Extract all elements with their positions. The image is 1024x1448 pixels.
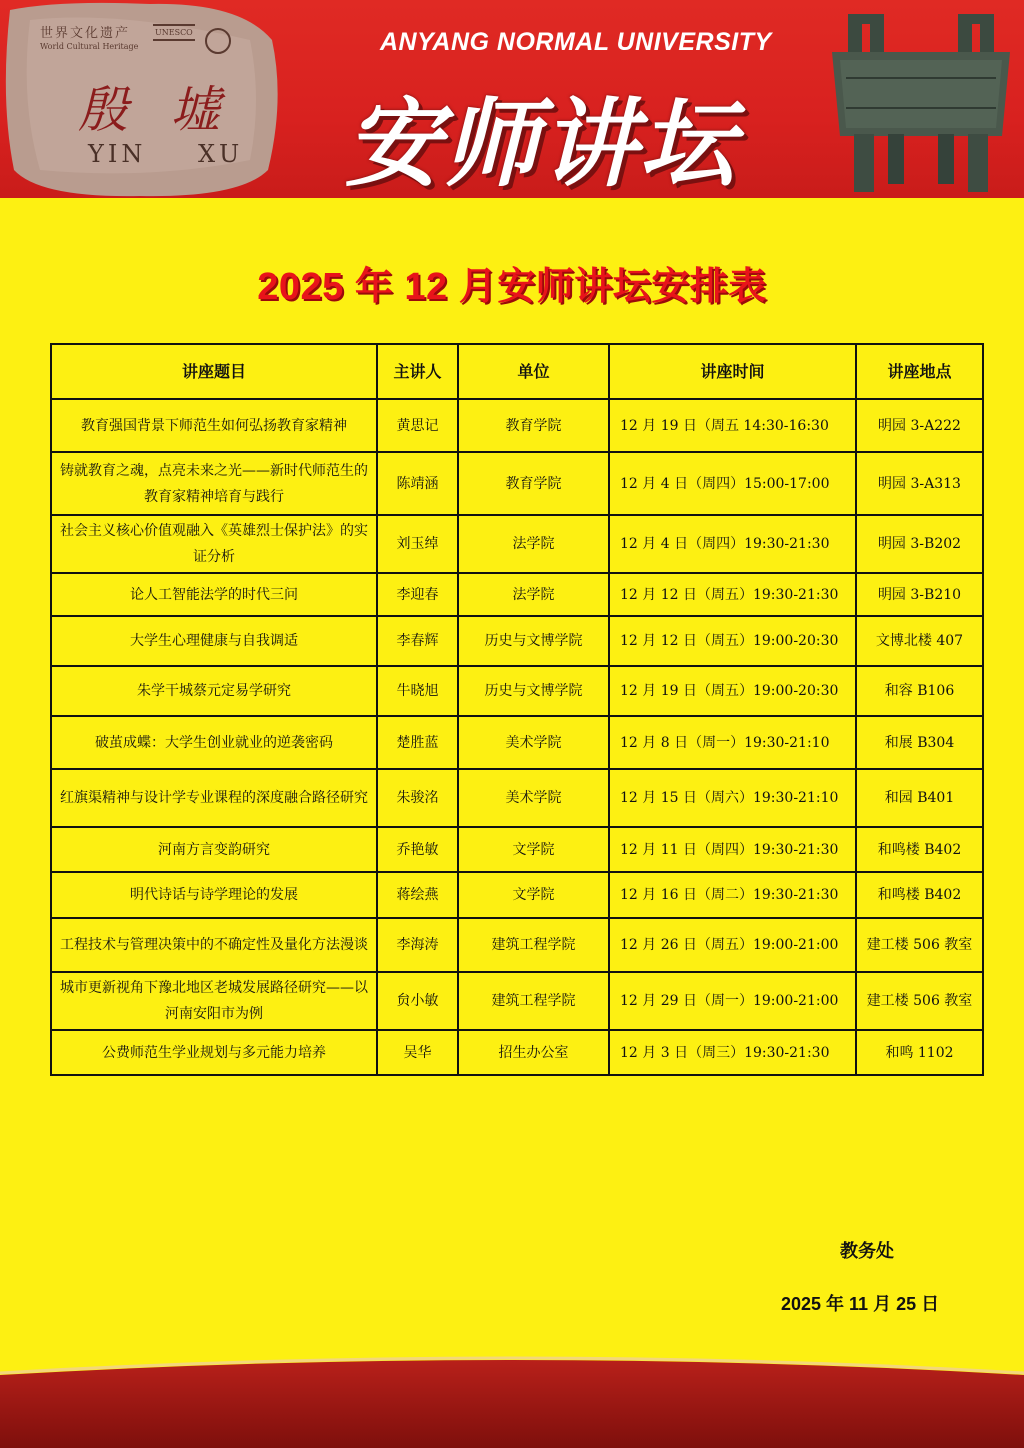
place-cell: 文博北楼 407 xyxy=(856,616,983,666)
lecture-topic-cell: 教育强国背景下师范生如何弘扬教育家精神 xyxy=(51,399,377,452)
unit-cell: 建筑工程学院 xyxy=(458,918,609,972)
table-row xyxy=(51,1030,983,1075)
header-topic: 讲座题目 xyxy=(51,344,377,399)
issuing-office: 教务处 xyxy=(840,1241,894,1262)
table-row xyxy=(51,399,983,452)
unit-cell: 建筑工程学院 xyxy=(458,972,609,1030)
footer-decoration-band xyxy=(0,1355,1024,1448)
place-cell: 建工楼 506 教室 xyxy=(856,918,983,972)
yinxu-cn-text: 殷墟 xyxy=(78,81,262,139)
unit-cell: 文学院 xyxy=(458,872,609,918)
lecture-topic-cell: 社会主义核心价值观融入《英雄烈士保护法》的实证分析 xyxy=(51,515,377,573)
heritage-emblem-icon xyxy=(205,28,231,54)
speaker-cell: 吴华 xyxy=(377,1030,458,1075)
lecture-topic-cell: 朱学干城蔡元定易学研究 xyxy=(51,666,377,716)
yinxu-pinyin-text: YIN XU xyxy=(88,140,244,168)
unit-cell: 美术学院 xyxy=(458,769,609,827)
table-row xyxy=(51,918,983,972)
forum-logo-title: 安师讲坛 xyxy=(345,88,737,198)
table-row xyxy=(51,573,983,616)
lecture-topic-cell: 铸就教育之魂，点亮未来之光——新时代师范生的教育家精神培育与践行 xyxy=(51,452,377,515)
table-row xyxy=(51,827,983,872)
unit-cell: 历史与文博学院 xyxy=(458,616,609,666)
header-speaker: 主讲人 xyxy=(377,344,458,399)
lecture-topic-cell: 破茧成蝶：大学生创业就业的逆袭密码 xyxy=(51,716,377,769)
table-row xyxy=(51,452,983,515)
table-row xyxy=(51,616,983,666)
place-cell: 明园 3-B202 xyxy=(856,515,983,573)
place-cell: 建工楼 506 教室 xyxy=(856,972,983,1030)
unit-cell: 法学院 xyxy=(458,515,609,573)
time-cell: 12 月 12 日（周五）19:00-20:30 xyxy=(609,616,856,666)
issue-date: 2025 年 11 月 25 日 xyxy=(781,1294,940,1314)
time-cell: 12 月 15 日（周六）19:30-21:10 xyxy=(609,769,856,827)
heritage-cn-text: 世界文化遗产 xyxy=(40,26,131,41)
time-cell: 12 月 16 日（周二）19:30-21:30 xyxy=(609,872,856,918)
table-row xyxy=(51,515,983,573)
place-cell: 明园 3-A222 xyxy=(856,399,983,452)
lecture-topic-cell: 大学生心理健康与自我调适 xyxy=(51,616,377,666)
unit-cell: 历史与文博学院 xyxy=(458,666,609,716)
header-banner xyxy=(0,0,1024,198)
schedule-title: 2025 年 12 月安师讲坛安排表 xyxy=(257,266,767,308)
lecture-topic-cell: 公费师范生学业规划与多元能力培养 xyxy=(51,1030,377,1075)
speaker-cell: 蒋绘燕 xyxy=(377,872,458,918)
speaker-cell: 刘玉绰 xyxy=(377,515,458,573)
speaker-cell: 李海涛 xyxy=(377,918,458,972)
speaker-cell: 黄思记 xyxy=(377,399,458,452)
speaker-cell: 贠小敏 xyxy=(377,972,458,1030)
place-cell: 明园 3-A313 xyxy=(856,452,983,515)
place-cell: 和园 B401 xyxy=(856,769,983,827)
lecture-topic-cell: 明代诗话与诗学理论的发展 xyxy=(51,872,377,918)
place-cell: 和鸣楼 B402 xyxy=(856,872,983,918)
lecture-topic-cell: 城市更新视角下豫北地区老城发展路径研究——以河南安阳市为例 xyxy=(51,972,377,1030)
time-cell: 12 月 12 日（周五）19:30-21:30 xyxy=(609,573,856,616)
speaker-cell: 牛晓旭 xyxy=(377,666,458,716)
time-cell: 12 月 3 日（周三）19:30-21:30 xyxy=(609,1030,856,1075)
university-name: ANYANG NORMAL UNIVERSITY xyxy=(380,28,772,56)
speaker-cell: 陈靖涵 xyxy=(377,452,458,515)
time-cell: 12 月 19 日（周五）19:00-20:30 xyxy=(609,666,856,716)
place-cell: 和展 B304 xyxy=(856,716,983,769)
time-cell: 12 月 4 日（周四）19:30-21:30 xyxy=(609,515,856,573)
lecture-topic-cell: 红旗渠精神与设计学专业课程的深度融合路径研究 xyxy=(51,769,377,827)
time-cell: 12 月 8 日（周一）19:30-21:10 xyxy=(609,716,856,769)
table-row xyxy=(51,666,983,716)
table-row xyxy=(51,769,983,827)
lecture-schedule-table xyxy=(50,343,984,1076)
table-row xyxy=(51,972,983,1030)
time-cell: 12 月 4 日（周四）15:00-17:00 xyxy=(609,452,856,515)
table-row xyxy=(51,872,983,918)
unesco-logo: UNESCO xyxy=(153,24,195,41)
lecture-topic-cell: 工程技术与管理决策中的不确定性及量化方法漫谈 xyxy=(51,918,377,972)
time-cell: 12 月 11 日（周四）19:30-21:30 xyxy=(609,827,856,872)
table-header-row xyxy=(51,344,983,399)
unit-cell: 招生办公室 xyxy=(458,1030,609,1075)
bronze-ding-image xyxy=(826,8,1016,198)
unit-cell: 教育学院 xyxy=(458,399,609,452)
speaker-cell: 朱骏洺 xyxy=(377,769,458,827)
time-cell: 12 月 29 日（周一）19:00-21:00 xyxy=(609,972,856,1030)
place-cell: 和鸣楼 B402 xyxy=(856,827,983,872)
speaker-cell: 楚胜蓝 xyxy=(377,716,458,769)
place-cell: 明园 3-B210 xyxy=(856,573,983,616)
time-cell: 12 月 26 日（周五）19:00-21:00 xyxy=(609,918,856,972)
speaker-cell: 乔艳敏 xyxy=(377,827,458,872)
speaker-cell: 李迎春 xyxy=(377,573,458,616)
lecture-topic-cell: 论人工智能法学的时代三问 xyxy=(51,573,377,616)
time-cell: 12 月 19 日（周五 14:30-16:30 xyxy=(609,399,856,452)
header-time: 讲座时间 xyxy=(609,344,856,399)
place-cell: 和鸣 1102 xyxy=(856,1030,983,1075)
unit-cell: 教育学院 xyxy=(458,452,609,515)
place-cell: 和容 B106 xyxy=(856,666,983,716)
lecture-topic-cell: 河南方言变韵研究 xyxy=(51,827,377,872)
heritage-en-text: World Cultural Heritage xyxy=(40,42,139,51)
header-unit: 单位 xyxy=(458,344,609,399)
table-row xyxy=(51,716,983,769)
header-place: 讲座地点 xyxy=(856,344,983,399)
unit-cell: 美术学院 xyxy=(458,716,609,769)
speaker-cell: 李春辉 xyxy=(377,616,458,666)
unit-cell: 法学院 xyxy=(458,573,609,616)
unit-cell: 文学院 xyxy=(458,827,609,872)
